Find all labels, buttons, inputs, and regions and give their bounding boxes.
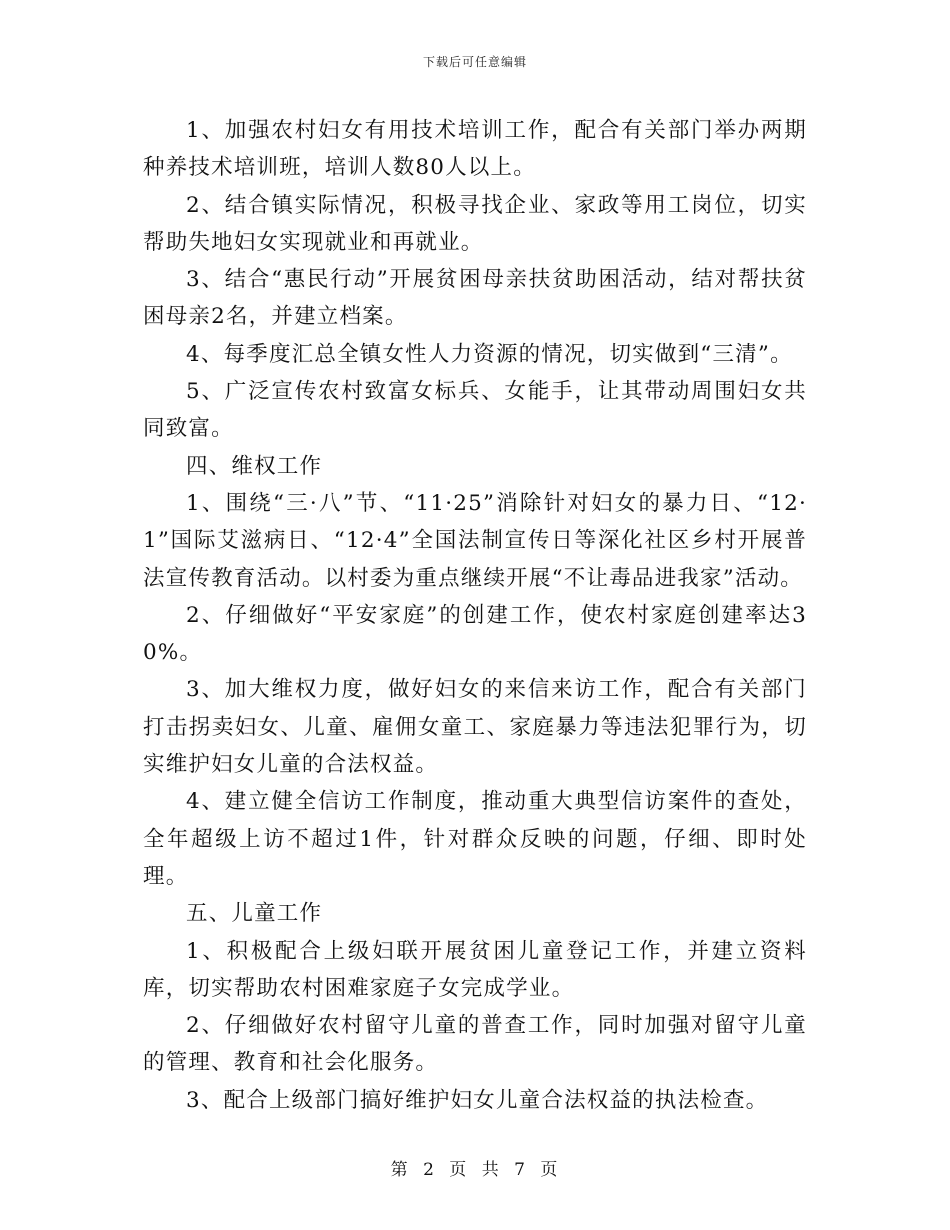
paragraph: 3、配合上级部门搞好维护妇女儿童合法权益的执法检查。 [186,1087,769,1113]
paragraph: 3、加大维权力度，做好妇女的来信来访工作，配合有关部门打击拐卖妇女、儿童、雇佣女童工、家庭暴力等违法犯罪行为，切实维护妇女儿童的合法权益。 [143,677,807,778]
document-body [143,112,807,1119]
paragraph: 1、积极配合上级妇联开展贫困儿童登记工作，并建立资料库，切实帮助农村困难家庭子女完成学业。 [143,938,807,1001]
paragraph: 3、结合“惠民行动”开展贫困母亲扶贫助困活动，结对帮扶贫困母亲2名，并建立档案。 [143,267,807,330]
paragraph: 5、广泛宣传农村致富女标兵、女能手，让其带动周围妇女共同致富。 [143,379,807,442]
paragraph: 2、结合镇实际情况，积极寻找企业、家政等用工岗位，切实帮助失地妇女实现就业和再就业。 [143,192,807,255]
paragraph: 4、建立健全信访工作制度，推动重大典型信访案件的查处，全年超级上访不超过1件，针对群众反映的问题，仔细、即时处理。 [143,789,807,889]
paragraph: 2、仔细做好农村留守儿童的普查工作，同时加强对留守儿童的管理、教育和社会化服务。 [143,1013,807,1076]
section-heading: 五、儿童工作 [186,901,323,927]
paragraph: 4、每季度汇总全镇女性人力资源的情况，切实做到“三清”。 [186,341,793,367]
paragraph: 1、围绕“三·八”节、“11·25”消除针对妇女的暴力日、“12·1”国际艾滋病日、“12·4”全国法制宣传日等深化社区乡村开展普法宣传教育活动。以村委为重点继续开展“不让毒品进我家”活动。 [143,490,807,591]
paragraph: 1、加强农村妇女有用技术培训工作，配合有关部门举办两期种养技术培训班，培训人数80人以上。 [143,118,807,181]
section-heading: 四、维权工作 [186,453,323,479]
page-number-footer: 第 2 页 共 7 页 [390,1160,560,1180]
page-header: 下载后可任意编辑 [422,55,527,69]
paragraph: 2、仔细做好“平安家庭”的创建工作，使农村家庭创建率达30%。 [143,602,807,666]
